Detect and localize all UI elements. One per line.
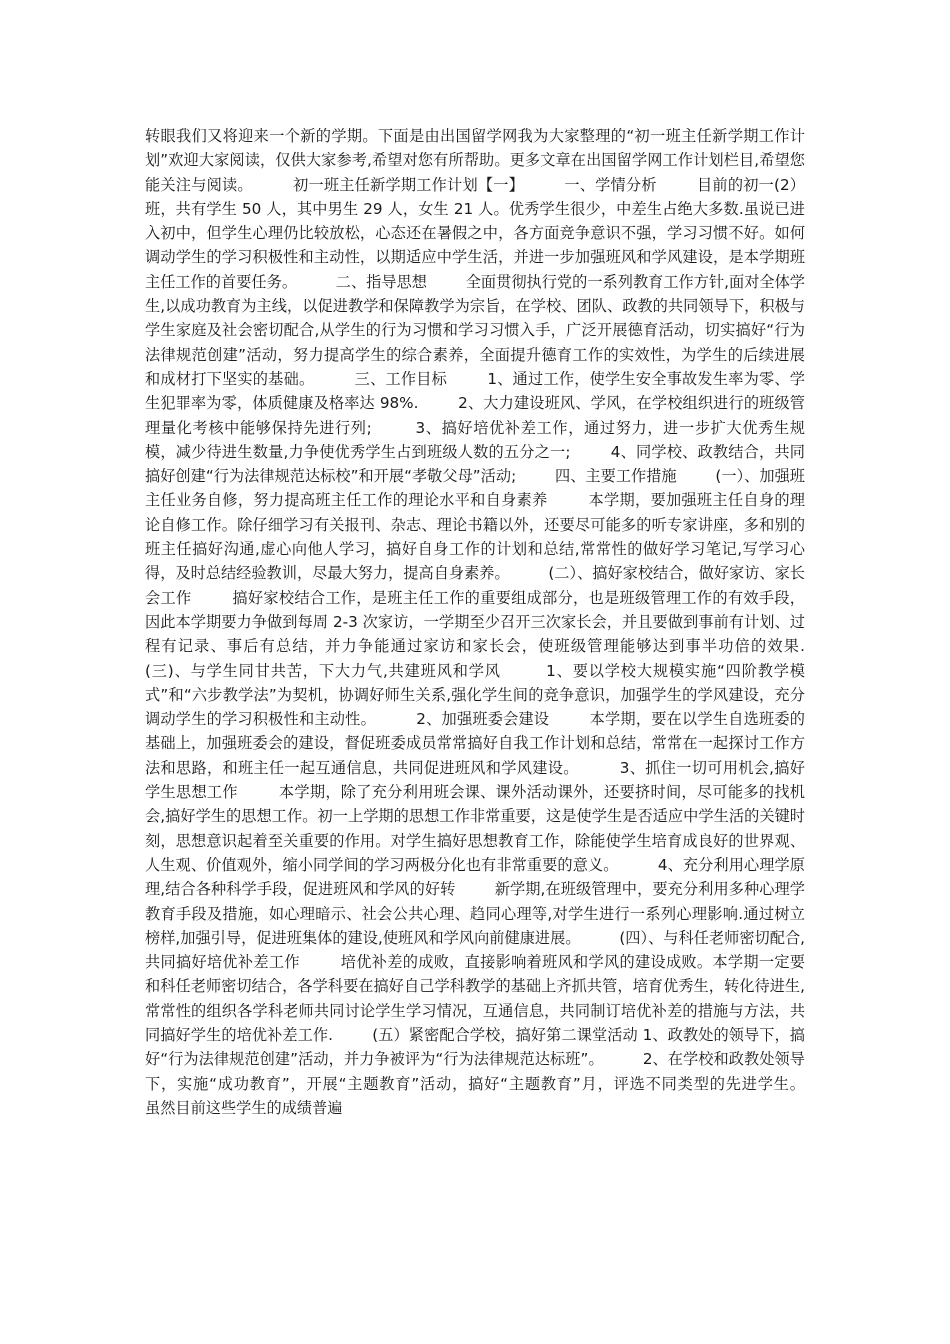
document-body-text: 转眼我们又将迎来一个新的学期。下面是由出国留学网我为大家整理的“初一班主任新学期工作计划”欢迎大家阅读，仅供大家参考,希望对您有所帮助。更多文章在出国留学网工作计划栏目,希望您能关注与阅读。 初一班主任新学期工作计划【一】 一、学情分析 目前的初一(2）班，共有学生 50 人，其中男生 29 人，女生 21 人。优秀学生很少，中差生占绝大多数.虽说已进入初中，但学生心理仍比较放松，心态还在暑假之中，各方面竞争意识不强，学习习惯不好。如何调动学生的学习积极性和主动性，以期适应中学生活，并进一步加强班风和学风建设，是本学期班主任工作的首要任务。 二、指导思想 全面贯彻执行党的一系列教育工作方针,面对全体学生,以成功教育为主线，以促进教学和保障教学为宗旨，在学校、团队、政教的共同领导下，积极与学生家庭及社会密切配合,从学生的行为习惯和学习习惯入手，广泛开展德育活动，切实搞好“行为法律规范创建”活动，努力提高学生的综合素养，全面提升德育工作的实效性，为学生的后续进展和成材打下坚实的基础。 三、工作目标 1、通过工作，使学生安全事故发生率为零、学生犯罪率为零，体质健康及格率达 98%. 2、大力建设班风、学风，在学校组织进行的班级管理量化考核中能够保持先进行列; 3、搞好培优补差工作，通过努力，进一步扩大优秀生规模，减少待进生数量,力争使优秀学生占到班级人数的五分之一; 4、同学校、政教结合，共同搞好创建“行为法律规范达标校”和开展“孝敬父母”活动; 四、主要工作措施 (一）、加强班主任业务自修，努力提高班主任工作的理论水平和自身素养 本学期，要加强班主任自身的理论自修工作。除仔细学习有关报刊、杂志、理论书籍以外，还要尽可能多的听专家讲座，多和别的班主任搞好沟通,虚心向他人学习，搞好自身工作的计划和总结,常常性的做好学习笔记,写学习心得，及时总结经验教训，尽最大努力，提高自身素养。 (二）、搞好家校结合，做好家访、家长会工作 搞好家校结合工作，是班主任工作的重要组成部分，也是班级管理工作的有效手段，因此本学期要力争做到每周 2-3 次家访，一学期至少召开三次家长会，并且要做到事前有计划、过程有记录、事后有总结，并力争能通过家访和家长会，使班级管理能够达到事半功倍的效果. (三)、与学生同甘共苦，下大力气,共建班风和学风 1、要以学校大规模实施“四阶教学模式”和“六步教学法”为契机，协调好师生关系,强化学生间的竞争意识，加强学生的学风建设，充分调动学生的学习积极性和主动性。 2、加强班委会建设 本学期，要在以学生自选班委的基础上，加强班委会的建设，督促班委成员常常搞好自我工作计划和总结，常常在一起探讨工作方法和思路，和班主任一起互通信息，共同促进班风和学风建设。 3、抓住一切可用机会,搞好学生思想工作 本学期，除了充分利用班会课、课外活动课外，还要挤时间，尽可能多的找机会,搞好学生的思想工作。初一上学期的思想工作非常重要，这是使学生是否适应中学生活的关键时刻，思想意识起着至关重要的作用。对学生搞好思想教育工作，除能使学生培育成良好的世界观、人生观、价值观外，缩小同学间的学习两极分化也有非常重要的意义。 4、充分利用心理学原理,结合各种科学手段，促进班风和学风的好转 新学期,在班级管理中，要充分利用多种心理学教育手段及措施，如心理暗示、社会公共心理、趋同心理等,对学生进行一系列心理影响.通过树立榜样,加强引导，促进班集体的建设,使班风和学风向前健康进展。 (四）、与科任老师密切配合,共同搞好培优补差工作 培优补差的成败，直接影响着班风和学风的建设成败。本学期一定要和科任老师密切结合，各学科要在搞好自己学科教学的基础上齐抓共管，培育优秀生，转化待进生,常常性的组织各学科老师共同讨论学生学习情况，互通信息，共同制订培优补差的措施与方法，共同搞好学生的培优补差工作. (五）紧密配合学校，搞好第二课堂活动 1、政教处的领导下，搞好“行为法律规范创建”活动，并力争被评为“行为法律规范达标班”。 2、在学校和政教处领导下，实施“成功教育”，开展“主题教育”活动，搞好“主题教育”月，评选不同类型的先进学生。 虽然目前这些学生的成绩普遍	[145, 127, 844, 1117]
